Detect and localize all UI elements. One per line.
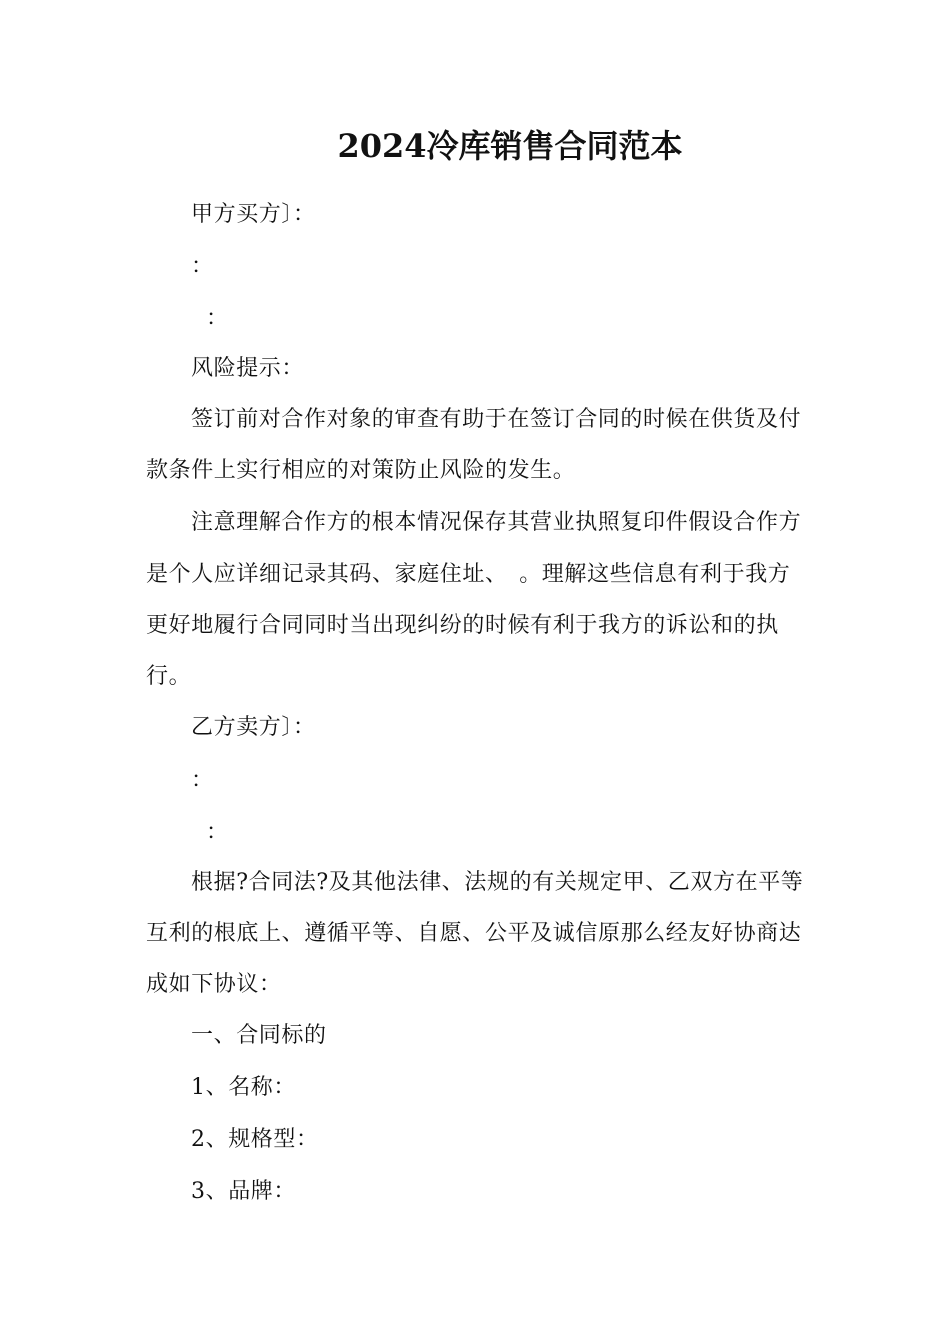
party-b-field-2: ： <box>206 820 229 845</box>
section-1-item-name: 1、名称： <box>191 1075 296 1100</box>
basis-paragraph-line-3: 成如下协议： <box>146 972 282 997</box>
document-title: 2024冷库销售合同范本 <box>337 127 683 165</box>
risk-heading: 风险提示： <box>191 356 305 381</box>
basis-paragraph-line-2: 互利的根底上、遵循平等、自愿、公平及诚信原那么经友好协商达 <box>146 921 802 946</box>
risk-paragraph-2-line-4: 行。 <box>146 664 192 689</box>
party-b-label: 乙方卖方〕： <box>191 715 316 740</box>
risk-paragraph-1-line-2: 款条件上实行相应的对策防止风险的发生。 <box>146 458 576 483</box>
party-b-field-1: ： <box>191 768 214 793</box>
risk-paragraph-2-line-3: 更好地履行合同同时当出现纠纷的时候有利于我方的诉讼和的执 <box>146 613 779 638</box>
section-1-heading: 一、合同标的 <box>191 1023 327 1048</box>
party-a-label: 甲方买方〕： <box>191 202 316 227</box>
risk-paragraph-2-line-1: 注意理解合作方的根本情况保存其营业执照复印件假设合作方 <box>191 510 802 535</box>
party-a-field-1: ： <box>191 254 214 279</box>
party-a-field-2: ： <box>206 306 229 331</box>
basis-paragraph-line-1: 根据?合同法?及其他法律、法规的有关规定甲、乙双方在平等 <box>191 870 804 895</box>
risk-paragraph-2-line-2: 是个人应详细记录其码、家庭住址、 。理解这些信息有利于我方 <box>146 562 791 587</box>
section-1-item-brand: 3、品牌： <box>191 1179 296 1204</box>
risk-paragraph-1-line-1: 签订前对合作对象的审查有助于在签订合同的时候在供货及付 <box>191 407 802 432</box>
section-1-item-model: 2、规格型： <box>191 1127 319 1152</box>
